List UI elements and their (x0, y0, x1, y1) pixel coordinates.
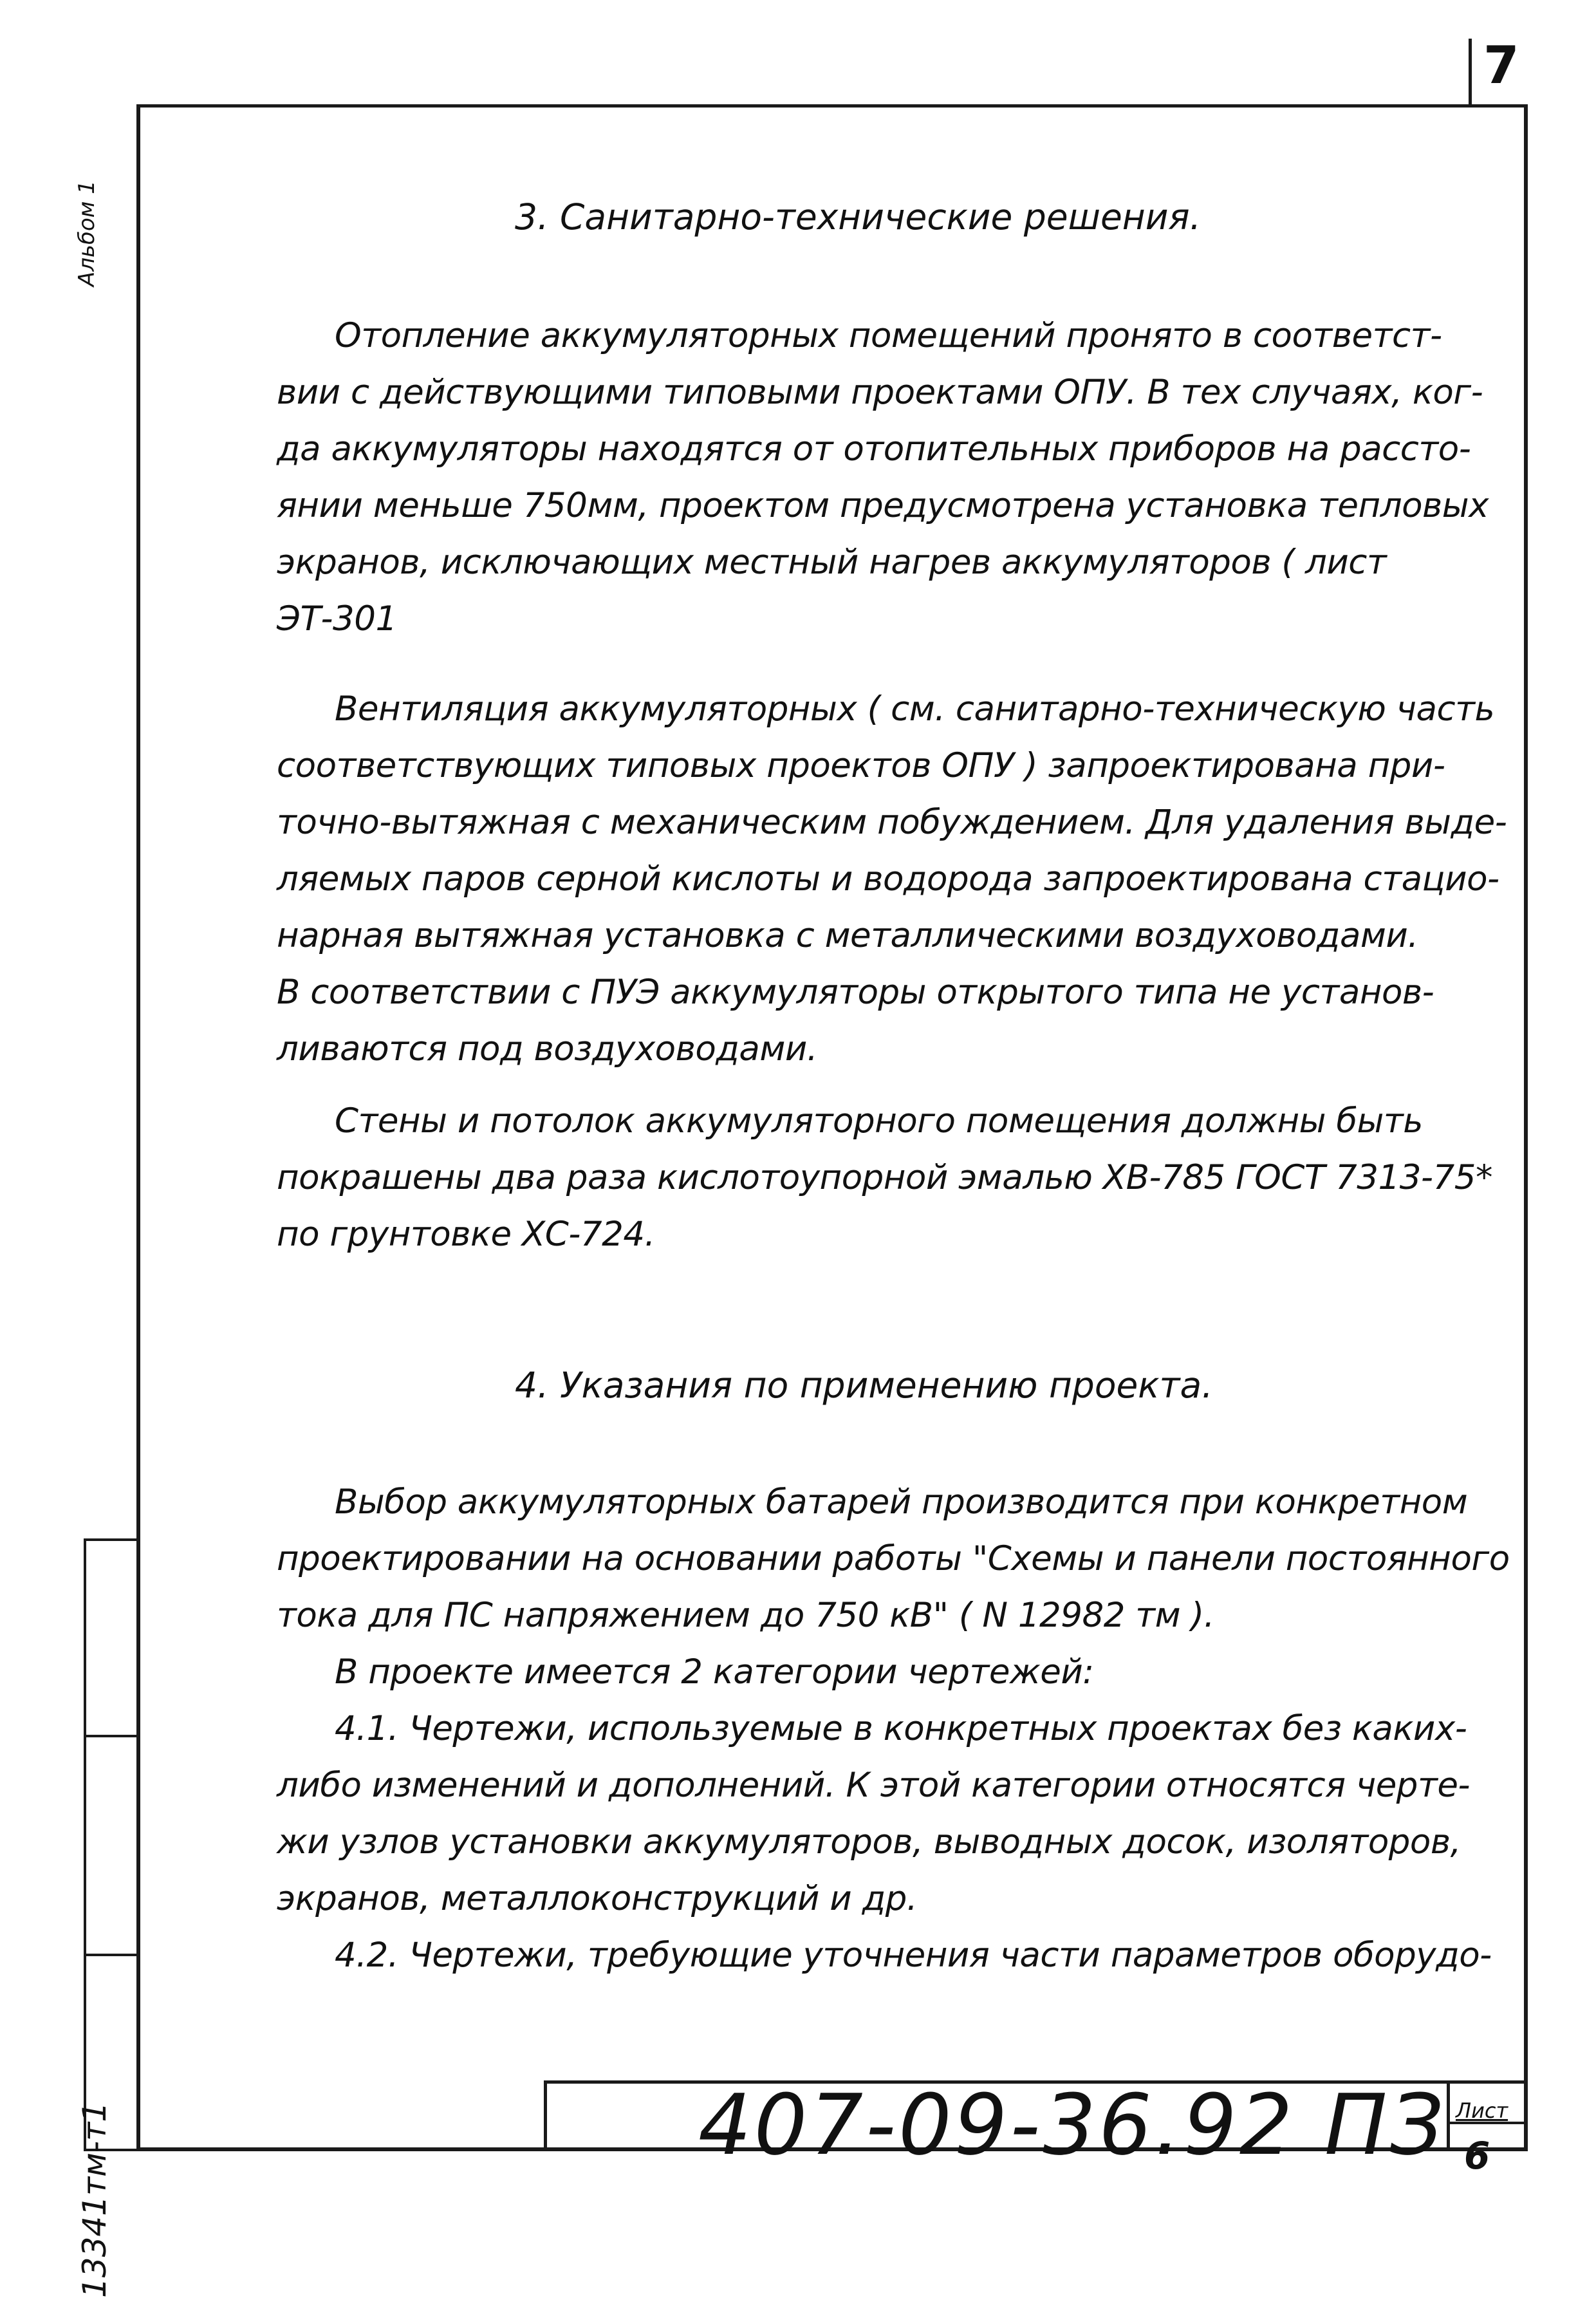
section-3-heading: 3. Санитарно-технические решения. (515, 196, 1202, 238)
margin-stamp-divider-1 (84, 1538, 139, 1541)
text-line: янии меньше 750мм, проектом предусмотрена установка тепловых (277, 486, 1489, 525)
text-line: Выбор аккумуляторных батарей производится при конкретном (335, 1482, 1468, 1522)
text-line: ливаются под воздуховодами. (277, 1029, 818, 1069)
title-block-left-line (544, 2080, 547, 2151)
text-line: вии с действующими типовыми проектами ОПУ. В тех случаях, ког- (277, 373, 1483, 412)
text-line: точно-вытяжная с механическим побуждением. Для удаления выде- (277, 803, 1507, 842)
section-4-paragraph-4-2 (277, 1927, 1499, 1984)
text-line: ЭТ-301 (277, 599, 397, 639)
section-3-paragraph-walls (277, 1093, 1499, 1263)
text-line: соответствующих типовых проектов ОПУ ) запроектирована при- (277, 746, 1445, 785)
text-line: В проекте имеется 2 категории чертежей: (335, 1652, 1094, 1692)
section-3-paragraph-pue (277, 964, 1499, 1078)
text-line: проектировании на основании работы "Схемы и панели постоянного (277, 1539, 1510, 1578)
text-line: Стены и потолок аккумуляторного помещения должны быть (335, 1101, 1423, 1141)
text-line: ляемых паров серной кислоты и водорода запроектирована стацио- (277, 859, 1499, 899)
text-line: тока для ПС напряжением до 750 кВ" ( N 12982 тм ). (277, 1596, 1215, 1635)
text-line: 4.1. Чертежи, используемые в конкретных проектах без каких- (335, 1709, 1467, 1748)
text-line: да аккумуляторы находятся от отопительных приборов на рассто- (277, 429, 1471, 469)
text-line: Вентиляция аккумуляторных ( см. санитарно-техническую часть (335, 689, 1495, 729)
section-4-paragraph-categories (277, 1644, 1499, 1701)
section-3-paragraph-heating (277, 308, 1499, 648)
page-number: 7 (1483, 35, 1519, 95)
page-number-divider (1469, 39, 1472, 106)
margin-stamp-divider-2 (84, 1735, 139, 1737)
section-4-paragraph-4-1 (277, 1701, 1499, 1927)
section-4-heading: 4. Указания по применению проекта. (515, 1365, 1213, 1406)
text-line: либо изменений и дополнений. К этой категории относятся черте- (277, 1766, 1471, 1805)
archive-number: 13341тм-т1 (76, 2102, 113, 2298)
text-line: по грунтовке ХС-724. (277, 1215, 655, 1254)
text-line: В соответствии с ПУЭ аккумуляторы открытого типа не установ- (277, 973, 1434, 1012)
frame-left-line (136, 104, 140, 2151)
section-4-paragraph-selection (277, 1474, 1510, 1644)
frame-right-line (1524, 104, 1528, 2151)
frame-top-line (136, 104, 1528, 107)
text-line: экранов, исключающих местный нагрев аккумуляторов ( лист (277, 543, 1387, 582)
text-line: 4.2. Чертежи, требующие уточнения части параметров оборудо- (335, 1936, 1492, 1975)
text-line: Отопление аккумуляторных помещений пронято в соответст- (335, 316, 1442, 355)
text-line: нарная вытяжная установка с металлическими воздуховодами. (277, 916, 1418, 955)
text-line: экранов, металлоконструкций и др. (277, 1879, 918, 1918)
album-label: Альбом 1 (74, 180, 100, 286)
sheet-box-left-line (1447, 2080, 1450, 2151)
sheet-number: 6 (1464, 2134, 1490, 2178)
text-line: жи узлов установки аккумуляторов, выводных досок, изоляторов, (277, 1822, 1461, 1862)
text-line: покрашены два раза кислотоупорной эмалью ХВ-785 ГОСТ 7313-75* (277, 1158, 1492, 1197)
section-3-paragraph-ventilation (277, 681, 1507, 964)
margin-stamp-divider-3 (84, 1954, 139, 1956)
document-code: 407-09-36.92 ПЗ (698, 2076, 1446, 2174)
sheet-label: Лист (1456, 2098, 1508, 2123)
